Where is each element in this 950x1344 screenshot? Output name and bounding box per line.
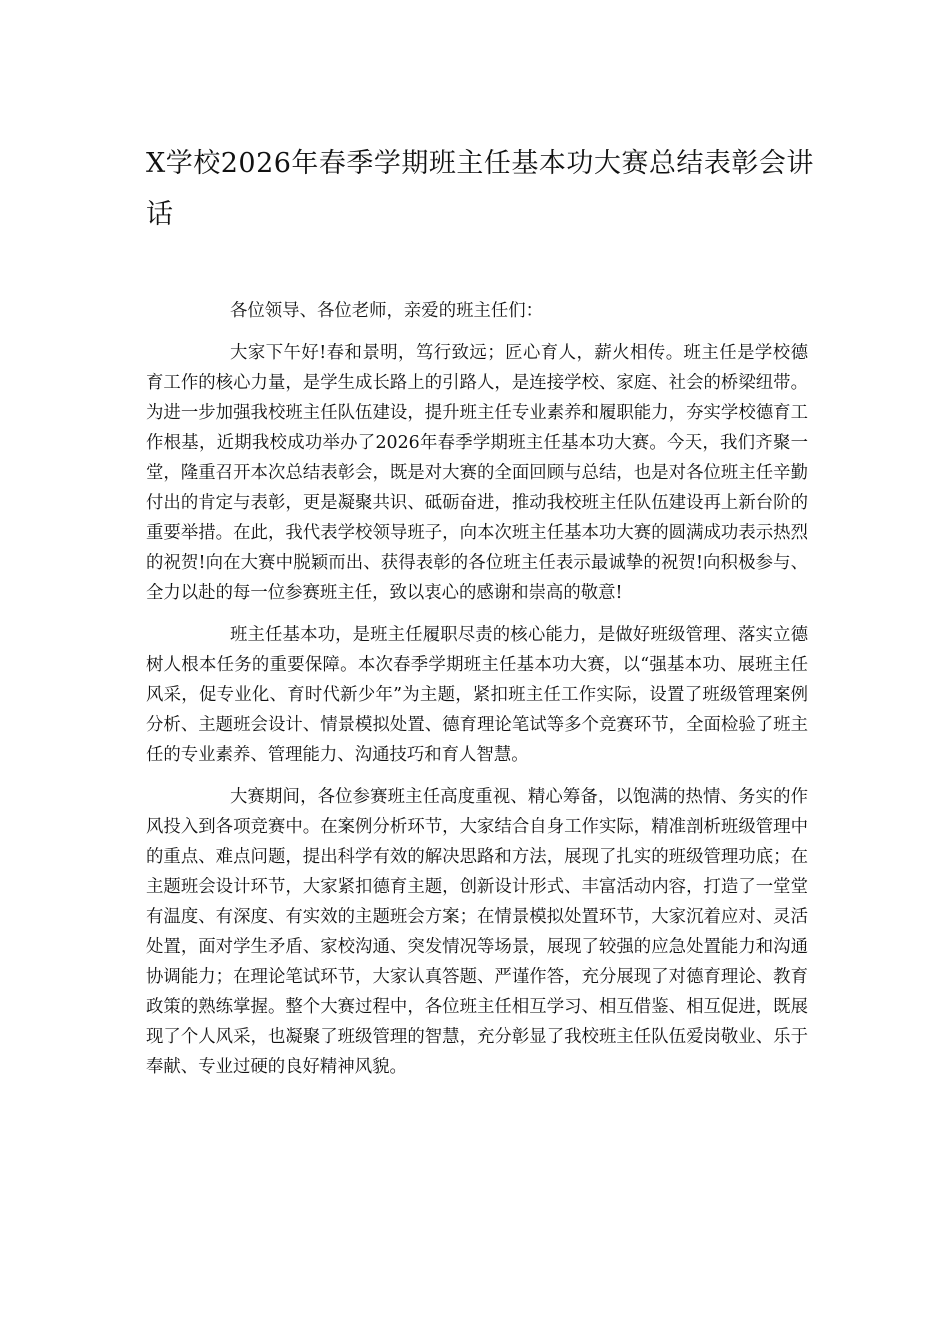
paragraph-competition-theme: 班主任基本功，是班主任履职尽责的核心能力，是做好班级管理、落实立德树人根本任务的重要保障。本次春季学期班主任基本功大赛，以“强基本功、展班主任风采，促专业化、育时代新少年”为主题，紧扣班主任工作实际，设置了班级管理案例分析、主题班会设计、情景模拟处置、德育理论笔试等多个竞赛环节，全面检验了班主任的专业素养、管理能力、沟通技巧和育人智慧。	[146, 625, 808, 765]
document-body	[146, 296, 808, 1094]
greeting: 各位领导、各位老师，亲爱的班主任们：	[230, 301, 544, 321]
document-title: X学校2026年春季学期班主任基本功大赛总结表彰会讲话	[146, 148, 814, 230]
paragraph-competition-review: 大赛期间，各位参赛班主任高度重视、精心筹备，以饱满的热情、务实的作风投入到各项竞赛中。在案例分析环节，大家结合自身工作实际，精准剖析班级管理中的重点、难点问题，提出科学有效的解决思路和方法，展现了扎实的班级管理功底；在主题班会设计环节，大家紧扣德育主题，创新设计形式、丰富活动内容，打造了一堂堂有温度、有深度、有实效的主题班会方案；在情景模拟处置环节，大家沉着应对、灵活处置，面对学生矛盾、家校沟通、突发情况等场景，展现了较强的应急处置能力和沟通协调能力；在理论笔试环节，大家认真答题、严谨作答，充分展现了对德育理论、教育政策的熟练掌握。整个大赛过程中，各位班主任相互学习、相互借鉴、相互促进，既展现了个人风采，也凝聚了班级管理的智慧，充分彰显了我校班主任队伍爱岗敬业、乐于奉献、专业过硬的良好精神风貌。	[146, 787, 808, 1077]
paragraph-opening: 大家下午好!春和景明，笃行致远；匠心育人，薪火相传。班主任是学校德育工作的核心力量，是学生成长路上的引路人，是连接学校、家庭、社会的桥梁纽带。为进一步加强我校班主任队伍建设，提升班主任专业素养和履职能力，夯实学校德育工作根基，近期我校成功举办了2026年春季学期班主任基本功大赛。今天，我们齐聚一堂，隆重召开本次总结表彰会，既是对大赛的全面回顾与总结，也是对各位班主任辛勤付出的肯定与表彰，更是凝聚共识、砥砺奋进，推动我校班主任队伍建设再上新台阶的重要举措。在此，我代表学校领导班子，向本次班主任基本功大赛的圆满成功表示热烈的祝贺!向在大赛中脱颖而出、获得表彰的各位班主任表示最诚挚的祝贺!向积极参与、全力以赴的每一位参赛班主任，致以衷心的感谢和崇高的敬意!	[146, 343, 808, 603]
